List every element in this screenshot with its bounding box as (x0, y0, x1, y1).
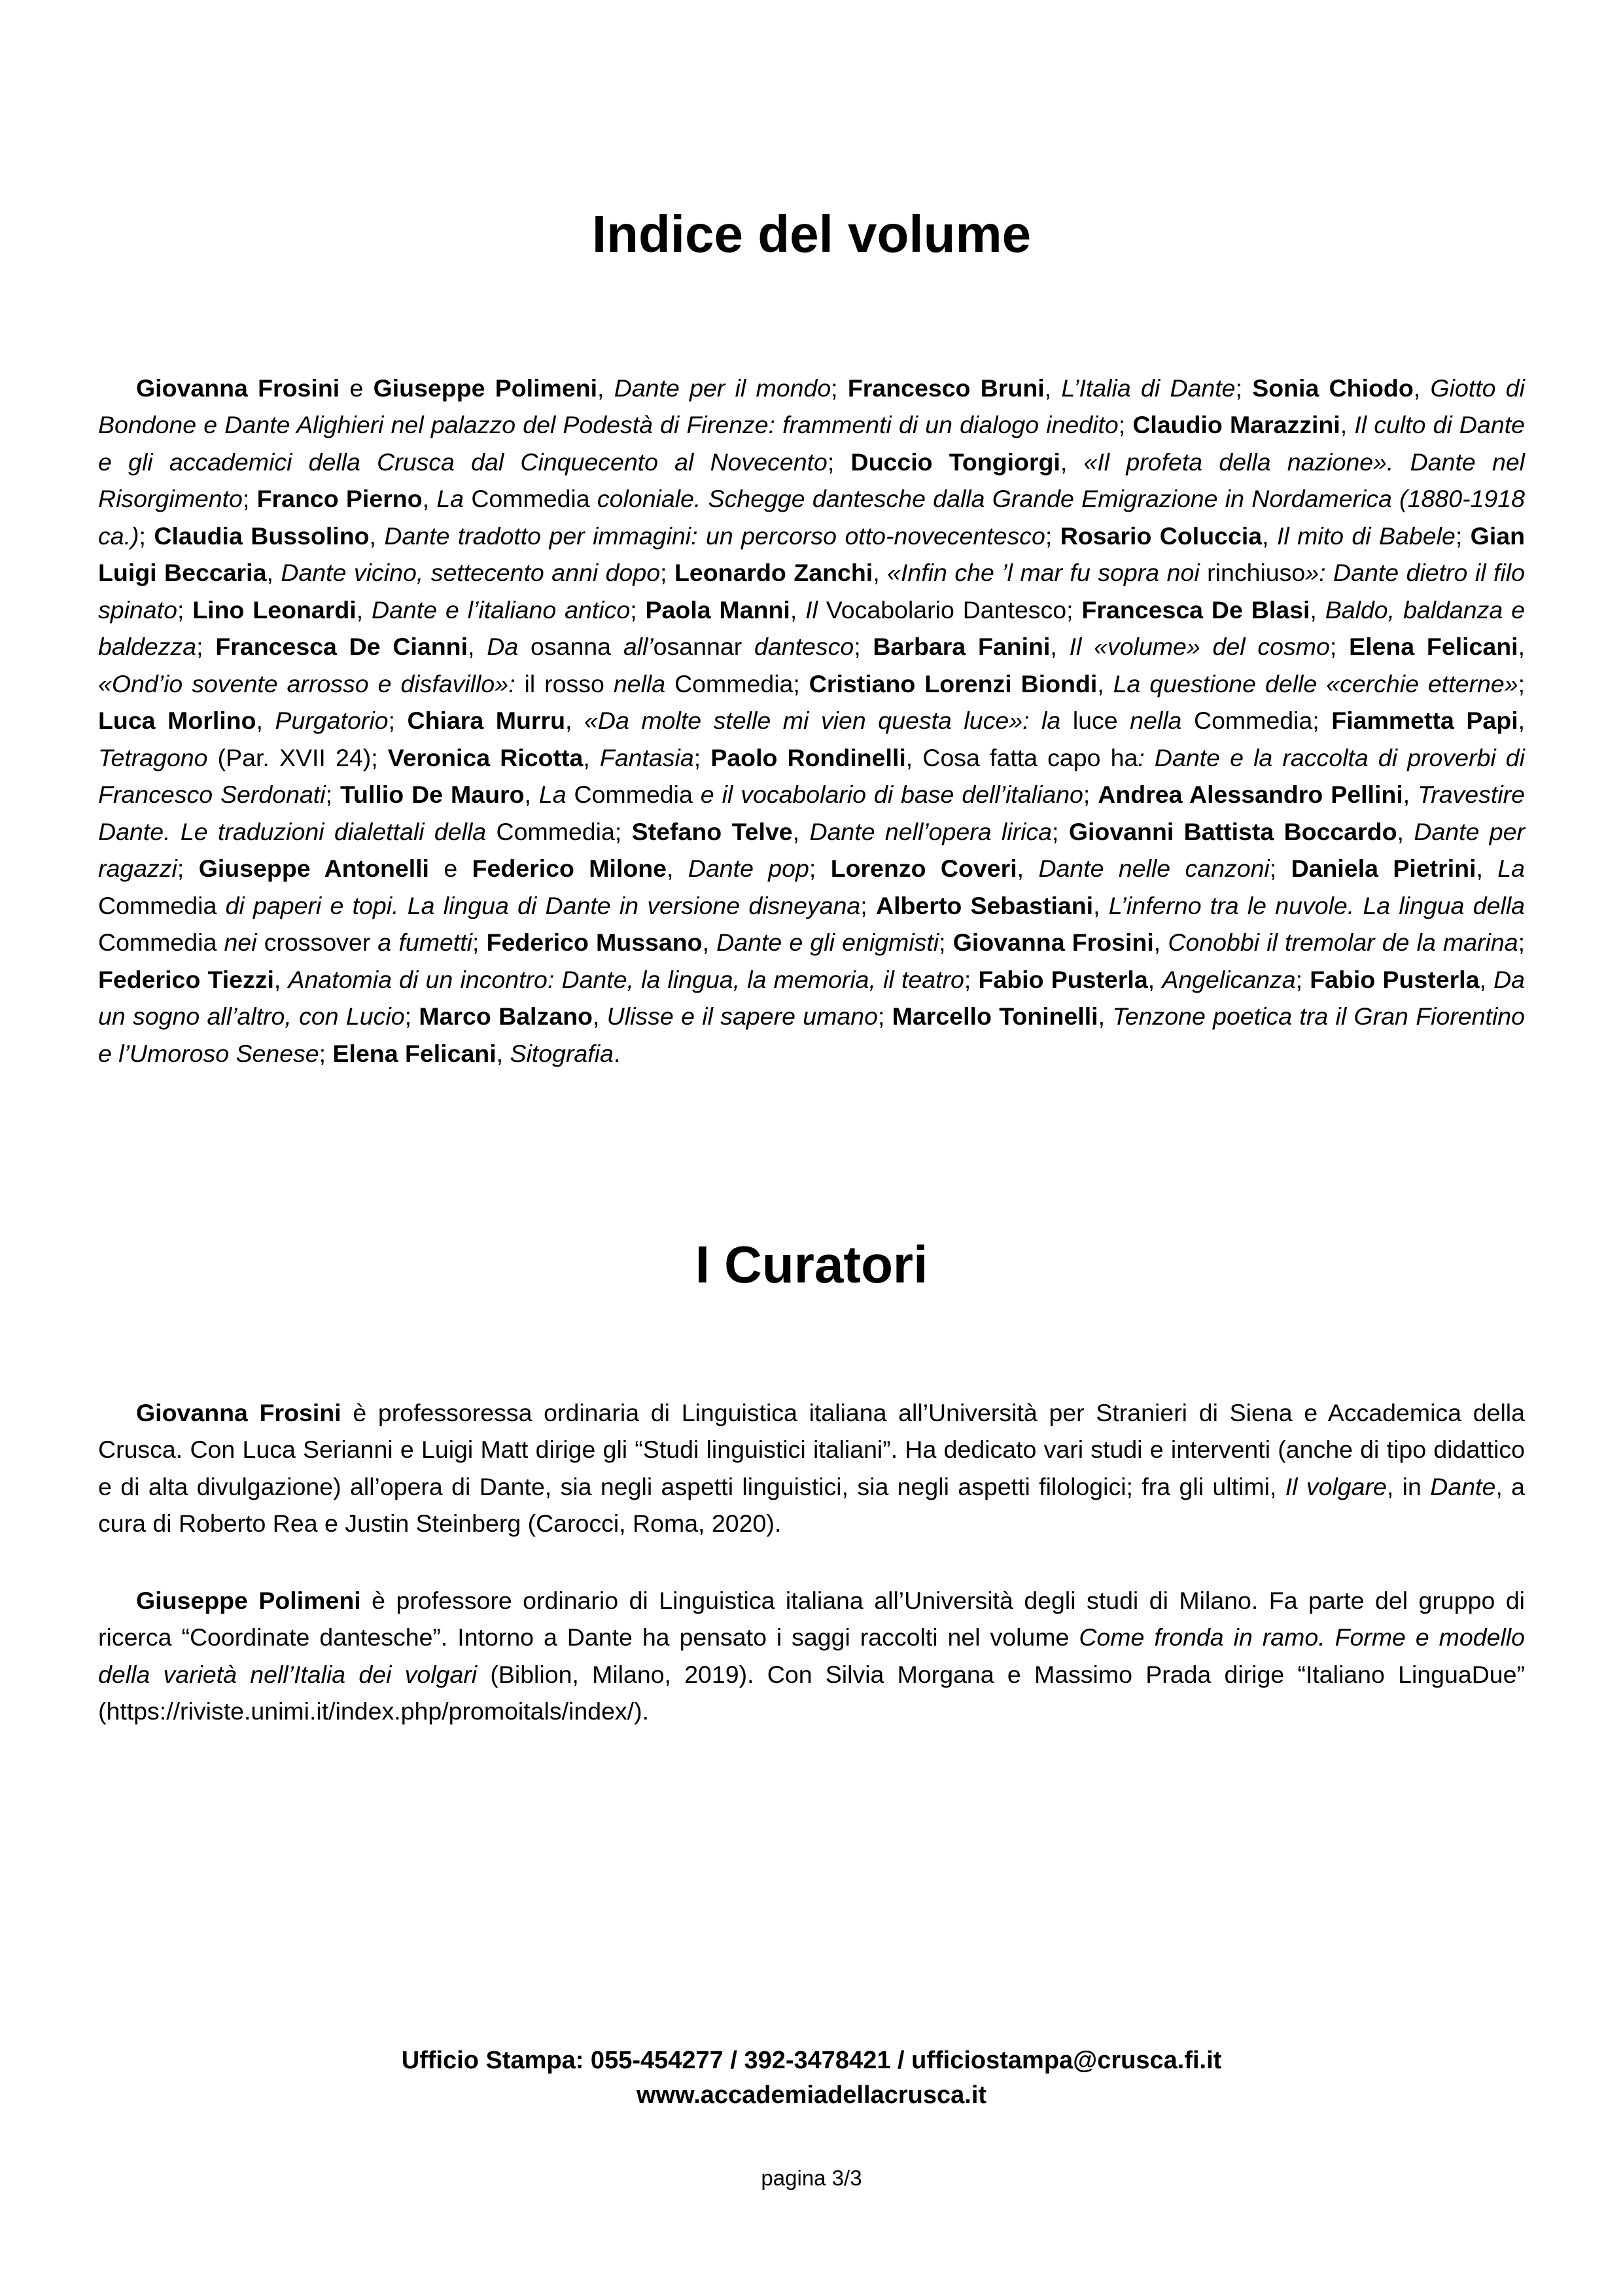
curator-bio-frosini (98, 1394, 1525, 1542)
entry-title-segment: Dante e gli enigmisti (716, 928, 939, 956)
entry-title-segment: rinchiuso (1207, 559, 1306, 586)
entry-author: Federico Tiezzi (98, 965, 274, 993)
page-number: pagina 3/3 (761, 2166, 862, 2190)
entry-author: Fabio Pusterla (978, 965, 1148, 993)
index-title: Indice del volume (591, 205, 1032, 263)
entry-title-segment: Da un sogno all’altro, con Lucio (98, 965, 1526, 1030)
entry-title-segment: Il mito di Babele (1276, 521, 1456, 550)
entry-author: Francesco Bruni (847, 374, 1045, 402)
entry-title-segment: Tenzone poetica tra il Gran Fiorentino e l’Umoroso Senese (98, 1002, 1525, 1067)
entry-author: Daniela Pietrini (1291, 855, 1476, 882)
entry-title-segment: «Infin che ’l mar fu sopra noi (887, 559, 1208, 586)
entry-author: Andrea Alessandro Pellini (1098, 781, 1403, 808)
entry-title-segment: Vocabolario Dantesco (826, 595, 1067, 624)
entry-title-segment: «Da molte stelle mi vien questa luce»: la (584, 707, 1073, 734)
entry-title-segment: e il vocabolario di base dell’italiano (692, 781, 1083, 808)
entry-title-segment: nei (217, 928, 264, 956)
entry-title-segment: Commedia (1193, 707, 1313, 734)
entry-title-segment: «Ond’io sovente arrosso e disfavillo»: (98, 669, 525, 698)
entry-author: Rosario Coluccia (1060, 521, 1263, 550)
entry-title-segment: Cosa fatta capo ha (922, 743, 1138, 771)
entry-title-segment: Dante vicino, settecento anni dopo (281, 559, 661, 586)
entry-author: Claudia Bussolino (154, 521, 370, 550)
entry-author: Duccio Tongiorgi (850, 448, 1060, 476)
entry-title-segment: Giotto di Bondone e Dante Alighieri nel palazzo del Podestà di Firenze: frammenti di un dialogo inedito (98, 374, 1525, 438)
press-office-contacts: Ufficio Stampa: 055-454277 / 392-3478421 / ufficiostampa@crusca.fi.it (401, 2047, 1222, 2074)
entry-title-segment: Commedia (674, 669, 794, 698)
entry-author: Tullio De Mauro (340, 781, 525, 808)
entry-author: Elena Felicani (1349, 633, 1518, 660)
entry-author: Sonia Chiodo (1252, 374, 1414, 402)
entry-author: Barbara Fanini (873, 633, 1051, 660)
entry-author: Lino Leonardi (192, 595, 357, 624)
bio-text-segment: Come fronda in ramo. Forme e modello della varietà nell’Italia dei volgari (98, 1623, 1525, 1688)
entry-title-segment: Ulisse e il sapere umano (606, 1002, 878, 1030)
entry-title-segment: osannar (653, 633, 742, 660)
entry-title-segment: Da (487, 633, 531, 660)
entry-title-segment: di paperi e topi. La lingua di Dante in versione disneyana (217, 891, 861, 919)
entry-author: Giuseppe Antonelli (198, 855, 429, 882)
entry-title-segment: osanna (530, 633, 612, 660)
entry-title-segment: La (1497, 855, 1525, 882)
entry-title-segment: Baldo, baldanza e baldezza (98, 595, 1525, 660)
curators-title: I Curatori (695, 1235, 928, 1294)
entry-title-segment: «Il profeta della nazione». Dante nel Risorgimento (98, 448, 1526, 512)
bio-text-segment: è professoressa ordinaria di Linguistica italiana all’Università per Stranieri di Siena e Accademica della Crusca. Con Luca Serianni e Luigi Matt dirige gli “Studi linguistici italiani”. Ha dedicato vari studi e interventi (anche di tipo didattico e di alta divulgazione) all’opera di Dante, sia negli aspetti linguistici, sia negli aspetti filologici; fra gli ultimi, (98, 1398, 1525, 1500)
entry-title-segment: Dante per il mondo (614, 374, 831, 402)
entry-title-segment: Travestire Dante. Le traduzioni dialettali della (98, 781, 1525, 845)
entry-author: Francesca De Blasi (1081, 595, 1310, 624)
entry-author: Alberto Sebastiani (875, 891, 1094, 919)
entry-author: Leonardo Zanchi (674, 559, 873, 586)
entry-author: Francesca De Cianni (215, 633, 468, 660)
curator-bio-polimeni (98, 1582, 1525, 1730)
entry-title-segment: L’inferno tra le nuvole. La lingua della (1108, 891, 1526, 919)
entry-title-segment: il rosso (524, 669, 604, 698)
entry-title-segment: nella (604, 669, 675, 698)
entry-title-segment: Dante tradotto per immagini: un percorso otto-novecentesco (384, 521, 1045, 550)
entry-title-segment: Anatomia di un incontro: Dante, la lingua, la memoria, il teatro (288, 965, 964, 993)
entry-title-segment: luce (1072, 707, 1118, 734)
entry-title-segment: Il «volume» del cosmo (1069, 633, 1330, 660)
entry-title-segment: L’Italia di Dante (1061, 374, 1236, 402)
entry-title-segment: nella (1117, 707, 1194, 734)
bio-text-segment: è professore ordinario di Linguistica italiana all’Università degli studi di Milano. Fa parte del gruppo di ricerca “Coordinate dantesche”. Intorno a Dante ha pensato i saggi raccolti nel volume (98, 1586, 1526, 1651)
entry-title-segment: Il (805, 595, 826, 624)
entry-author: Fiammetta Papi (1331, 707, 1518, 734)
entry-author: Franco Pierno (256, 485, 423, 512)
entry-title-segment: Commedia (471, 485, 590, 512)
index-entries: Giovanna Frosini e Giuseppe Polimeni, Dante per il mondo; Francesco Bruni, L’Italia di Dante; Sonia Chiodo, Giotto di Bondone e Dante Alighieri nel palazzo del Podestà di Firenze: frammenti di un dialogo inedito; Claudio Marazzini, Il culto di Dante e gli accademici della Crusca dal Cinquecento al Novecento; Duccio Tongiorgi, «Il profeta della nazione». Dante nel Risorgimento; Franco Pierno, La Commedia coloniale. Schegge dantesche dalla Grande Emigrazione in Nordamerica (1880-1918 ca.); Claudia Bussolino, Dante tradotto per immagini: un percorso otto-novecentesco; Rosario Coluccia, Il mito di Babele; Gian Luigi Beccaria, Dante vicino, settecento anni dopo; Leonardo Zanchi, «Infin che ’l mar fu sopra noi rinchiuso»: Dante dietro il filo spinato; Lino Leonardi, Dante e l’italiano antico; Paola Manni, Il Vocabolario Dantesco; Francesca De Blasi, Baldo, baldanza e baldezza; Francesca De Cianni, Da osanna all’osannar dantesco; Barbara Fanini, Il «volume» del cosmo; Elena Felicani, «Ond’io sovente arrosso e disfavillo»: il rosso nella Commedia; Cristiano Lorenzi Biondi, La questione delle «cerchie etterne»; Luca Morlino, Purgatorio; Chiara Murru, «Da molte stelle mi vien questa luce»: la luce nella Commedia; Fiammetta Papi, Tetragono (Par. XVII 24); Veronica Ricotta, Fantasia; Paolo Rondinelli, Cosa fatta capo ha: Dante e la raccolta di proverbi di Francesco Serdonati; Tullio De Mauro, La Commedia e il vocabolario di base dell’italiano; Andrea Alessandro Pellini, Travestire Dante. Le traduzioni dialettali della Commedia; Stefano Telve, Dante nell’opera lirica; Giovanni Battista Boccardo, Dante per ragazzi; Giuseppe Antonelli e Federico Milone, Dante pop; Lorenzo Coveri, Dante nelle canzoni; Daniela Pietrini, La Commedia di paperi e topi. La lingua di Dante in versione disneyana; Alberto Sebastiani, L’inferno tra le nuvole. La lingua della Commedia nei crossover a fumetti; Federico Mussano, Dante e gli enigmisti; Giovanna Frosini, Conobbi il tremolar de la marina; Federico Tiezzi, Anatomia di un incontro: Dante, la lingua, la memoria, il teatro; Fabio Pusterla, Angelicanza; Fabio Pusterla, Da un sogno all’altro, con Lucio; Marco Balzano, Ulisse e il sapere umano; Marcello Toninelli, Tenzone poetica tra il Gran Fiorentino e l’Umoroso Senese; Elena Felicani, Sitografia. (98, 374, 1526, 1067)
entry-title-segment: Purgatorio (275, 707, 389, 734)
entry-title-segment: Sitografia (510, 1039, 614, 1067)
entry-author: Elena Felicani (332, 1039, 497, 1067)
entry-title-segment: Dante nell’opera lirica (809, 817, 1053, 845)
entry-title-segment: Conobbi il tremolar de la marina (1168, 928, 1518, 956)
bio-text-segment: (Biblion, Milano, 2019). Con Silvia Morgana e Massimo Prada dirige “Italiano LinguaDue” (https://riviste.unimi.it/index.php/promoitals/index/). (98, 1660, 1525, 1725)
entry-author: Paola Manni (645, 595, 790, 624)
bio-text-segment: , in (1386, 1472, 1431, 1500)
entry-title-segment: Commedia (98, 891, 217, 919)
entry-author: Giuseppe Polimeni (373, 374, 598, 402)
entry-title-segment: La (436, 485, 472, 512)
entry-author: Claudio Marazzini (1132, 411, 1340, 438)
entry-author-separator: e (428, 855, 472, 882)
entry-author: Marcello Toninelli (892, 1002, 1098, 1030)
entry-title-segment: Tetragono (98, 743, 208, 771)
entry-title-segment: Angelicanza (1162, 965, 1296, 993)
bio-text-segment: , a cura di Roberto Rea e Justin Steinberg (Carocci, Roma, 2020). (98, 1472, 1526, 1537)
entry-author-separator: e (340, 374, 374, 402)
entry-title-segment: Dante per ragazzi (98, 817, 1526, 882)
entry-author: Stefano Telve (631, 817, 793, 845)
entry-author: Giovanni Battista Boccardo (1068, 817, 1397, 845)
entry-title-segment: Commedia (98, 928, 217, 956)
entry-author: Federico Mussano (486, 928, 703, 956)
curator-name: Giovanna Frosini (136, 1398, 341, 1426)
curator-name: Giuseppe Polimeni (136, 1586, 361, 1614)
entry-title-segment: (Par. XVII 24) (207, 743, 372, 771)
entry-title-segment: Commedia (496, 817, 615, 845)
document-page (98, 0, 1525, 2296)
bio-text-segment: Il volgare (1285, 1472, 1387, 1500)
entry-title-segment: Il culto di Dante e gli accademici della Crusca dal Cinquecento al Novecento (98, 411, 1525, 476)
entry-author: Fabio Pusterla (1310, 965, 1480, 993)
entry-title-segment: Fantasia (599, 743, 694, 771)
bio-text-segment: Dante (1430, 1472, 1496, 1500)
entry-title-segment: La questione delle «cerchie etterne» (1113, 669, 1518, 698)
entry-author: Luca Morlino (98, 707, 256, 734)
entry-title-segment: coloniale. Schegge dantesche dalla Grande Emigrazione in Nordamerica (1880-1918 ca.) (98, 485, 1525, 550)
entry-author: Giovanna Frosini (136, 374, 340, 402)
entry-author: Veronica Ricotta (387, 743, 584, 771)
entry-title-segment: Commedia (574, 781, 693, 808)
entry-title-segment: dantesco (742, 633, 854, 660)
entry-author: Federico Milone (472, 855, 667, 882)
entry-author: Paolo Rondinelli (710, 743, 906, 771)
entry-author: Lorenzo Coveri (830, 855, 1017, 882)
entry-title-segment: Dante pop (688, 855, 809, 882)
entry-author: Giovanna Frosini (952, 928, 1154, 956)
entry-author: Marco Balzano (419, 1002, 593, 1030)
entry-title-segment: all’ (611, 633, 654, 660)
entry-title-segment: a fumetti (370, 928, 472, 956)
entry-title-segment: La (538, 781, 574, 808)
website-link[interactable]: www.accademiadellacrusca.it (636, 2081, 987, 2109)
entry-title-segment: crossover (264, 928, 371, 956)
entry-author: Gian Luigi Beccaria (98, 521, 1526, 586)
entry-title-segment: »: Dante dietro il filo spinato (98, 559, 1525, 624)
entry-title-segment: Dante nelle canzoni (1038, 855, 1270, 882)
entry-title-segment: : Dante e la raccolta di proverbi di Francesco Serdonati (98, 743, 1525, 808)
entry-author: Chiara Murru (407, 707, 566, 734)
entry-title-segment: Dante e l’italiano antico (372, 595, 631, 624)
entry-author: Cristiano Lorenzi Biondi (809, 669, 1098, 698)
